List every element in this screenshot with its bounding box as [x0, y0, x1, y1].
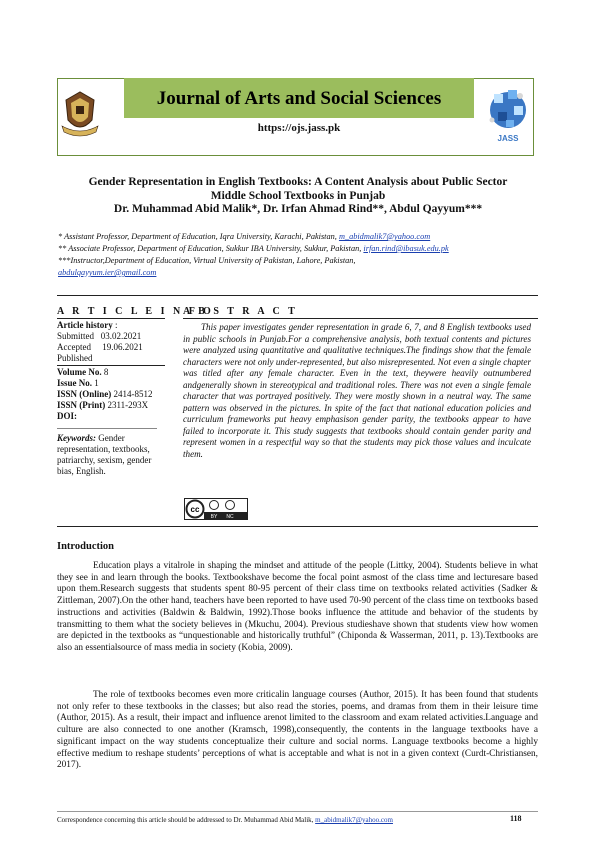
abstract-text: This paper investigates gender representation in grade 6, 7, and 8 English textbooks used in public schools in Punjab.For a comprehensive analysis, both textual contents and pictures were analyzed using quantitative and qualitative techniques.The findings show that the female characters were not only under-represented, but also misrepresented. Not even a single chapter was titled after any female character. Even in the text, theywere heavily outnumbered andgenerally shown in stereotypical and traditional roles. There was not even a single female character that was portrayed positively. They were mostly shown in a neutral way. The same pattern was observed in the pictures. In spite of the fact that national education policies and curriculum frameworks put heavy emphasison gender parity, the textbooks appear to have failed to incorporate it. This study suggests that textbooks should contain gender parity and represent women in a respectful way so that the students may pick those values and inculcate them.	[183, 322, 531, 459]
cc-label: cc	[190, 505, 200, 514]
cc-nc-label: NC	[226, 514, 234, 520]
info-divider	[57, 365, 165, 366]
introduction-paragraph-1: Education plays a vitalrole in shaping the mindset and attitude of the people (Littky, 2004). Students believe in what they see in and learn through the books. Textbookshave become the focal point asmost of the class time and lecturesare based upon them.Research suggests that students spent 80-95 percent of their class time on textbooks related activities (Sadker & Zittleman, 2007).On the other hand, teachers have been reported to have used 70-90 percent of the class time on textbooks based instructions and activities (Baldwin & Baldwin, 1992).Those books influence the attitude and behavior of the students by transmitting to them what the society believes in (Mkuchu, 2004). Previous studieshave shown that students view how women are depicted in the textbooks as “unquestionable and historically truthful” (Chiponda & Wasserman, 2011, p. 13).Textbooks are also an essentialsource of mass media in society (Kobia, 2009).	[57, 561, 538, 653]
issue-value: 1	[94, 378, 99, 388]
affiliation-3-email[interactable]: abdulqayyum.ier@gmail.com	[58, 268, 157, 277]
university-crest-logo	[60, 86, 100, 138]
published-label: Published	[57, 353, 93, 363]
paper-title-line-2: Middle School Textbooks in Punjab	[210, 189, 386, 202]
introduction-heading: Introduction	[57, 541, 114, 552]
keywords-divider	[57, 428, 157, 429]
affiliation-3	[58, 255, 538, 266]
author-list: Dr. Muhammad Abid Malik*, Dr. Irfan Ahmad Rind**, Abdul Qayyum***	[113, 203, 483, 215]
volume-value: 8	[103, 367, 109, 377]
introduction-paragraph-2: The role of textbooks becomes even more criticalin language courses (Author, 2015). It has been found that students not only refer to these textbooks in the classes; but also read the stories, poems, and dramas from them in their leisure time (Author, 2015). As a result, their impact and influence arenot limited to the classroom and exam related activities.Language and culture are also connected to one another (Kramsch, 1998),consequently, the contents in the language textbooks have a significant impact on the way students conceptualize their culture and social norms. Language textbooks become a highly effective medium to reshape students’ perceptions of what is acceptable and what is not in a given context (Curdt-Christiansen, 2017).	[57, 690, 538, 771]
accepted-label: Accepted	[57, 342, 91, 352]
affiliation-2-text: ** Associate Professor, Department of Education, Sukkur IBA University, Sukkur, Pakistan,	[58, 244, 364, 253]
keywords-value: Gender representation, textbooks, patriarchy, sexism, gender bias, English.	[57, 433, 152, 476]
keywords-label: Keywords:	[57, 433, 96, 443]
footer-text: Correspondence concerning this article should be addressed to Dr. Muhammad Abid Malik,	[57, 816, 316, 824]
affiliation-1-email[interactable]: m_abidmalik7@yahoo.com	[338, 232, 431, 241]
volume-label: Volume No.	[57, 367, 102, 377]
issn-online-value: 2414-8512	[113, 389, 153, 399]
issn-print-label: ISSN (Print)	[57, 400, 106, 410]
article-info-rule	[57, 318, 165, 319]
affiliation-2-email[interactable]: irfan.rind@ibasuk.edu.pk	[363, 244, 449, 253]
cc-by-label: BY	[210, 514, 218, 520]
cc-by-nc-license-badge[interactable]	[184, 498, 248, 520]
jass-logo-text: JASS	[497, 134, 519, 143]
abstract-heading: A B S T R A C T	[183, 306, 298, 317]
affiliation-1-text: * Assistant Professor, Department of Education, Iqra University, Karachi, Pakistan,	[58, 232, 339, 241]
submitted-date: 03.02.2021	[100, 331, 142, 341]
issn-online-label: ISSN (Online)	[57, 389, 112, 399]
affiliation-3-text: ***Instructor,Department of Education, Virtual University of Pakistan, Lahore, Pakistan,	[58, 256, 356, 265]
article-info-panel: Article history : Submitted 03.02.2021 Accepted 19.06.2021 Published Volume No. 8 Issue No. 1 ISSN (Online) 2414-8512 ISSN (Print) 2311-293X DOI: Keywords: Gender representation, textbooks, patriarchy, sexism, gender bias, English.	[57, 320, 165, 477]
affiliation-3-email-line	[58, 267, 538, 278]
article-info-heading: A R T I C L E I N F O	[57, 306, 214, 317]
affiliation-2	[58, 243, 538, 254]
accepted-date: 19.06.2021	[102, 342, 143, 352]
paper-title	[58, 176, 538, 203]
submitted-label: Submitted	[57, 331, 95, 341]
abstract-rule	[183, 318, 538, 319]
affiliation-1	[58, 231, 538, 242]
journal-title: Journal of Arts and Social Sciences	[156, 88, 442, 109]
page-number: 118	[510, 814, 522, 823]
footer-email[interactable]: m_abidmalik7@yahoo.com	[315, 816, 393, 824]
section-divider-bottom	[57, 526, 538, 527]
issue-label: Issue No.	[57, 378, 93, 388]
correspondence-footer	[57, 816, 538, 824]
journal-url[interactable]: https://ojs.jass.pk	[257, 122, 341, 134]
section-divider-top	[57, 295, 538, 296]
doi-label: DOI:	[57, 411, 77, 421]
issn-print-value: 2311-293X	[107, 400, 149, 410]
jass-puzzle-logo	[486, 84, 530, 150]
footer-rule	[57, 811, 538, 812]
history-label: Article history	[57, 320, 113, 330]
paper-title-line-1: Gender Representation in English Textbooks: A Content Analysis about Public Sector	[88, 176, 508, 188]
